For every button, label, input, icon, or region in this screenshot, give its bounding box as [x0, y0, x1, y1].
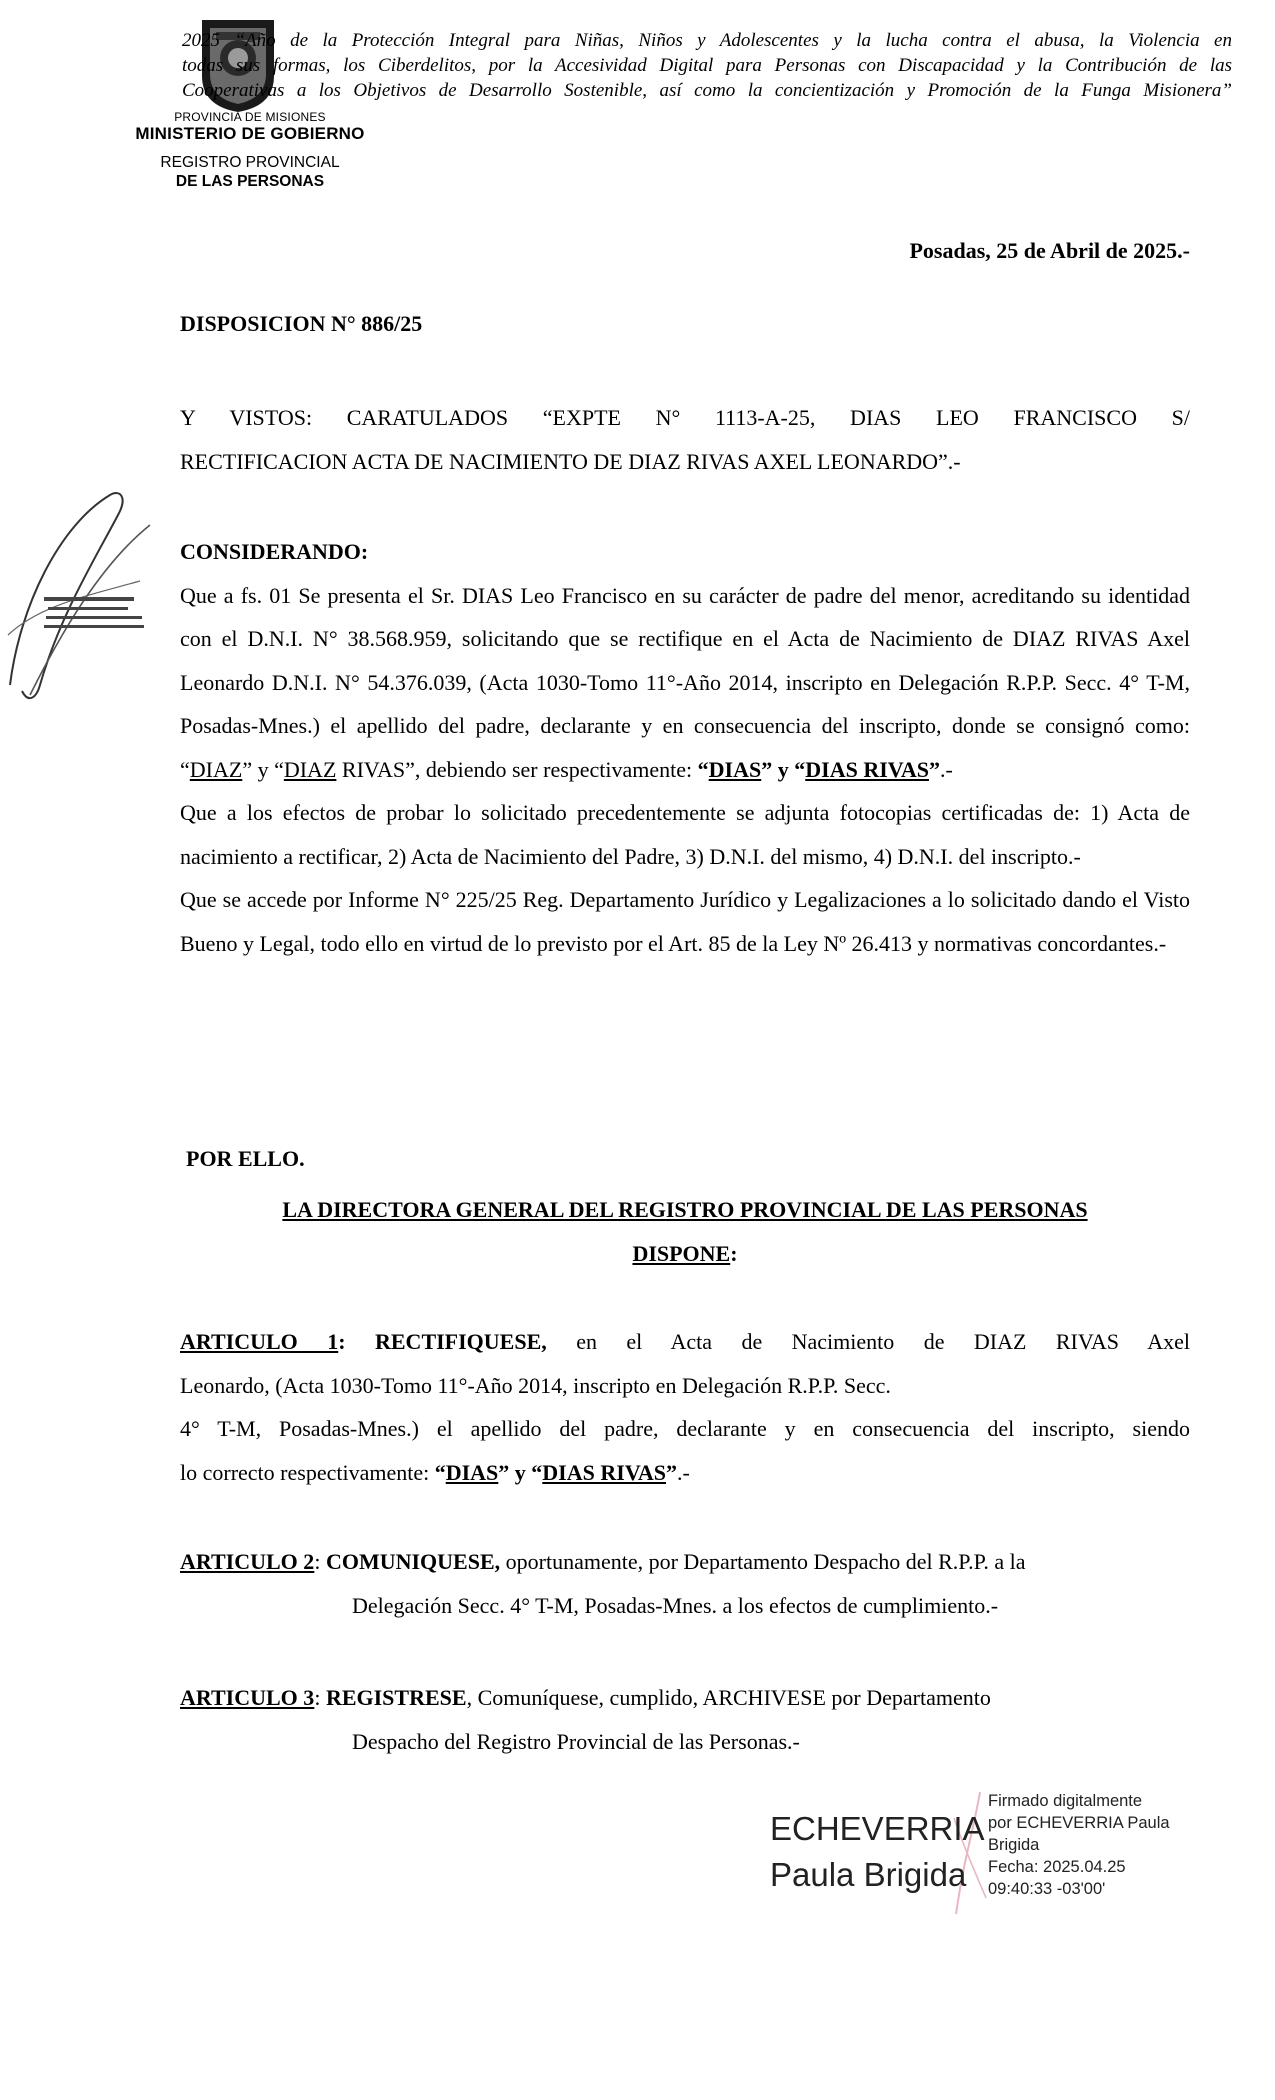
directora-dispone: DISPONE [632, 1240, 731, 1266]
art1-line4-start: lo correcto respectivamente: [180, 1459, 435, 1485]
org-registry-line2 [130, 173, 370, 191]
art1-quote: “ [434, 1459, 446, 1485]
considerando-paragraph-1 [180, 574, 1190, 792]
articulo-3 [180, 1676, 1190, 1763]
motto-line: 2025 “Año de la Protección Integral para Niñas, Niños y Adolescentes y la lucha contra el abusa, la Violencia en [182, 30, 1232, 51]
vistos-section [180, 396, 1190, 483]
directora-heading [180, 1188, 1190, 1275]
p1-end: .- [939, 756, 953, 782]
directora-colon: : [730, 1240, 738, 1266]
articulo-2 [180, 1540, 1190, 1627]
art3-colon: : [314, 1685, 326, 1710]
signer-name-line2: Paula Brigida [770, 1856, 967, 1893]
signature-info-line: Brigida [988, 1836, 1040, 1854]
art2-colon: : [314, 1549, 326, 1574]
considerando-section [180, 530, 1190, 965]
art1-colon: : [338, 1329, 346, 1354]
art3-line2: Despacho del Registro Provincial de las Personas.- [352, 1728, 800, 1754]
considerando-paragraph-3: Que se accede por Informe N° 225/25 Reg. Departamento Jurídico y Legalizaciones a lo solicitado dando el Visto Bueno y Legal, todo ello en virtud de lo previsto por el Art. 85 de la Ley Nº 26.413 y normativas concordantes.- [180, 887, 1190, 956]
p1-dias-rivas: DIAS RIVAS [805, 756, 929, 782]
signature-info-line: 09:40:33 -03'00' [988, 1880, 1106, 1898]
signature-info-line: por ECHEVERRIA Paula [988, 1814, 1170, 1832]
digital-signature [770, 1788, 1230, 1928]
p1-text: Que a fs. 01 Se presenta el Sr. DIAS Leo Francisco en su carácter de padre del menor, acreditando su identidad con el D.N.I. N° 38.568.959, solicitando que se rectifique en el Acta de Nacimiento de DIAZ RIVAS Axel Leonardo D.N.I. N° 54.376.039, (Acta 1030-Tomo 11°-Año 2014, inscripto en Delegación R.P.P. Secc. 4° T-M, Posadas-Mnes.) el apellido del padre, declarante y en consecuencia del inscripto, donde se consignó como: “ [180, 582, 1190, 782]
signature-info-line: Firmado digitalmente [988, 1792, 1143, 1810]
articulo-1 [180, 1320, 1190, 1494]
organization-block [130, 110, 370, 190]
art2-line1-rest: oportunamente, por Departamento Despacho del R.P.P. a la [500, 1549, 1026, 1574]
vistos-line2: RECTIFICACION ACTA DE NACIMIENTO DE DIAZ RIVAS AXEL LEONARDO”.- [180, 448, 961, 474]
vistos-line1: Y VISTOS: CARATULADOS “EXPTE N° 1113-A-25, DIAS LEO FRANCISCO S/ [180, 405, 1190, 430]
considerando-paragraph-2: Que a los efectos de probar lo solicitado precedentemente se adjunta fotocopias certificadas de: 1) Acta de nacimiento a rectificar, 2) Acta de Nacimiento del Padre, 3) D.N.I. del mismo, 4) D.N.I. del inscripto.- [180, 800, 1190, 869]
art1-line1-rest: en el Acta de Nacimiento de DIAZ RIVAS Axel [546, 1329, 1190, 1354]
p1-quote: “ [697, 756, 709, 782]
signature-info-line: Fecha: 2025.04.25 [988, 1858, 1126, 1876]
org-ministry: MINISTERIO DE GOBIERNO [135, 124, 365, 143]
art1-dias-rivas: DIAS RIVAS [542, 1459, 666, 1485]
art1-line3: 4° T-M, Posadas-Mnes.) el apellido del padre, declarante y en consecuencia del inscripto, siendo [180, 1416, 1190, 1441]
motto-line: todas sus formas, los Ciberdelitos, por la Accesividad Digital para Personas con Discapacidad y la Contribución de las [182, 55, 1232, 76]
art1-line2: Leonardo, (Acta 1030-Tomo 11°-Año 2014, inscripto en Delegación R.P.P. Secc. [180, 1372, 891, 1398]
art2-label: ARTICULO 2 [180, 1549, 315, 1574]
org-registry-line1: REGISTRO PROVINCIAL [160, 154, 340, 171]
art1-end: .- [677, 1459, 690, 1485]
art2-keyword: COMUNIQUESE, [325, 1549, 501, 1574]
header-motto [182, 28, 1232, 103]
org-registry-de-las: DE LAS [175, 173, 233, 190]
org-province: PROVINCIA DE MISIONES [174, 110, 326, 124]
org-registry-personas: PERSONAS [237, 173, 325, 190]
disposition-number: DISPOSICION N° 886/25 [180, 311, 423, 336]
por-ello: POR ELLO. [186, 1146, 305, 1171]
p1-diaz-2: DIAZ [283, 756, 337, 782]
art2-line2: Delegación Secc. 4° T-M, Posadas-Mnes. a los efectos de cumplimiento.- [352, 1592, 999, 1618]
p1-dias: DIAS [708, 756, 762, 782]
p1-mid: ” y “ [242, 756, 284, 782]
art1-dias: DIAS [445, 1459, 499, 1485]
p1-end-quote: ” [928, 756, 940, 782]
art3-label: ARTICULO 3 [180, 1685, 315, 1710]
p1-y: ” y “ [761, 756, 806, 782]
art1-keyword: RECTIFIQUESE, [375, 1329, 547, 1354]
signer-name [770, 1806, 985, 1898]
art1-end-quote: ” [666, 1459, 677, 1485]
art1-y: ” y “ [498, 1459, 543, 1485]
directora-line1: LA DIRECTORA GENERAL DEL REGISTRO PROVINCIAL DE LAS PERSONAS [282, 1197, 1088, 1222]
considerando-heading: CONSIDERANDO: [180, 539, 369, 564]
art1-label: ARTICULO 1 [180, 1329, 339, 1354]
handwritten-signature-stamp [0, 485, 160, 715]
art3-keyword: REGISTRESE [325, 1685, 467, 1710]
p1-diaz: DIAZ [189, 756, 243, 782]
signature-info [988, 1790, 1228, 1900]
motto-line: Cooperativas a los Objetivos de Desarrollo Sostenible, así como la concientización y Promoción de la Funga Misionera” [182, 80, 1232, 101]
art3-line1-rest: , Comuníquese, cumplido, ARCHIVESE por Departamento [466, 1685, 991, 1710]
document-date: Posadas, 25 de Abril de 2025.- [909, 238, 1190, 263]
signer-name-line1: ECHEVERRIA [770, 1810, 985, 1847]
p1-mid-2: RIVAS”, debiendo ser respectivamente: [336, 756, 698, 782]
